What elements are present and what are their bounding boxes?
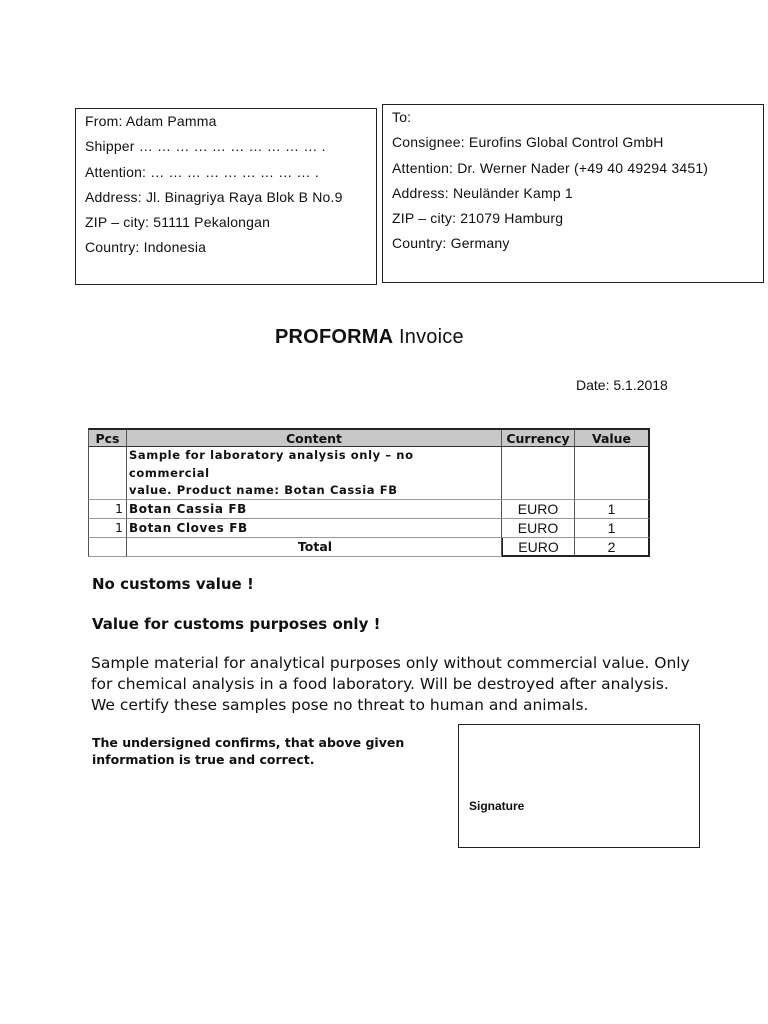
items-table	[88, 428, 650, 557]
total-pcs	[88, 538, 127, 557]
title-normal: Invoice	[393, 326, 464, 348]
item-value: 1	[575, 519, 650, 538]
item-content: Botan Cassia FB	[127, 500, 502, 519]
no-customs-note: No customs value !	[92, 575, 254, 593]
header-currency: Currency	[502, 428, 575, 447]
item-pcs: 1	[88, 500, 127, 519]
header-pcs: Pcs	[88, 428, 127, 447]
recipient-country: Country: Germany	[392, 235, 510, 252]
description-line: commercial	[129, 465, 210, 480]
item-content: Botan Cloves FB	[127, 519, 502, 538]
sender-shipper: Shipper … … … … … … … … … … .	[85, 138, 326, 155]
signature-box	[458, 724, 700, 848]
recipient-to: To:	[392, 109, 412, 125]
table-row	[88, 519, 650, 538]
sender-address: Address: Jl. Binagriya Raya Blok B No.9	[85, 188, 343, 205]
signature-label: Signature	[469, 799, 525, 813]
table-total-row	[88, 538, 650, 557]
title-bold: PROFORMA	[275, 326, 394, 348]
sender-address-box	[75, 108, 377, 285]
table-row-description	[88, 447, 650, 500]
sender-zip-city: ZIP – city: 51111 Pekalongan	[85, 214, 271, 231]
recipient-address: Address: Neuländer Kamp 1	[392, 184, 573, 201]
sender-from: From: Adam Pamma	[85, 113, 217, 129]
table-header-row	[88, 428, 650, 447]
recipient-zip-city: ZIP – city: 21079 Hamburg	[392, 210, 564, 227]
description-line: value. Product name: Botan Cassia FB	[129, 483, 398, 497]
sender-country: Country: Indonesia	[85, 239, 207, 256]
header-value: Value	[575, 428, 650, 447]
item-value: 1	[575, 500, 650, 519]
description-value	[575, 447, 650, 500]
description-line: Sample for laboratory analysis only – no	[129, 448, 414, 462]
table-row	[88, 500, 650, 519]
recipient-address-box	[382, 104, 764, 283]
sample-material-statement: Sample material for analytical purposes only without commercial value. Only for chemical analysis in a food laboratory. Will be destroyed after analysis. We certify these samples pose no threat to human and animals.	[91, 654, 690, 714]
description-pcs	[88, 447, 127, 500]
header-content: Content	[127, 428, 502, 447]
document-title	[275, 326, 464, 349]
customs-purposes-note: Value for customs purposes only !	[92, 615, 381, 633]
item-pcs: 1	[88, 519, 127, 538]
sender-attention: Attention: … … … … … … … … … .	[85, 163, 319, 180]
total-value: 2	[575, 538, 650, 557]
total-currency: EURO	[502, 538, 575, 557]
item-currency: EURO	[502, 519, 575, 538]
recipient-consignee: Consignee: Eurofins Global Control GmbH	[392, 134, 664, 151]
total-label: Total	[127, 538, 502, 557]
description-currency	[502, 447, 575, 500]
description-content	[127, 447, 502, 500]
invoice-date: Date: 5.1.2018	[576, 377, 668, 393]
confirmation-statement: The undersigned confirms, that above given information is true and correct.	[92, 735, 405, 767]
recipient-attention: Attention: Dr. Werner Nader (+49 40 49294 3451)	[392, 159, 709, 176]
item-currency: EURO	[502, 500, 575, 519]
